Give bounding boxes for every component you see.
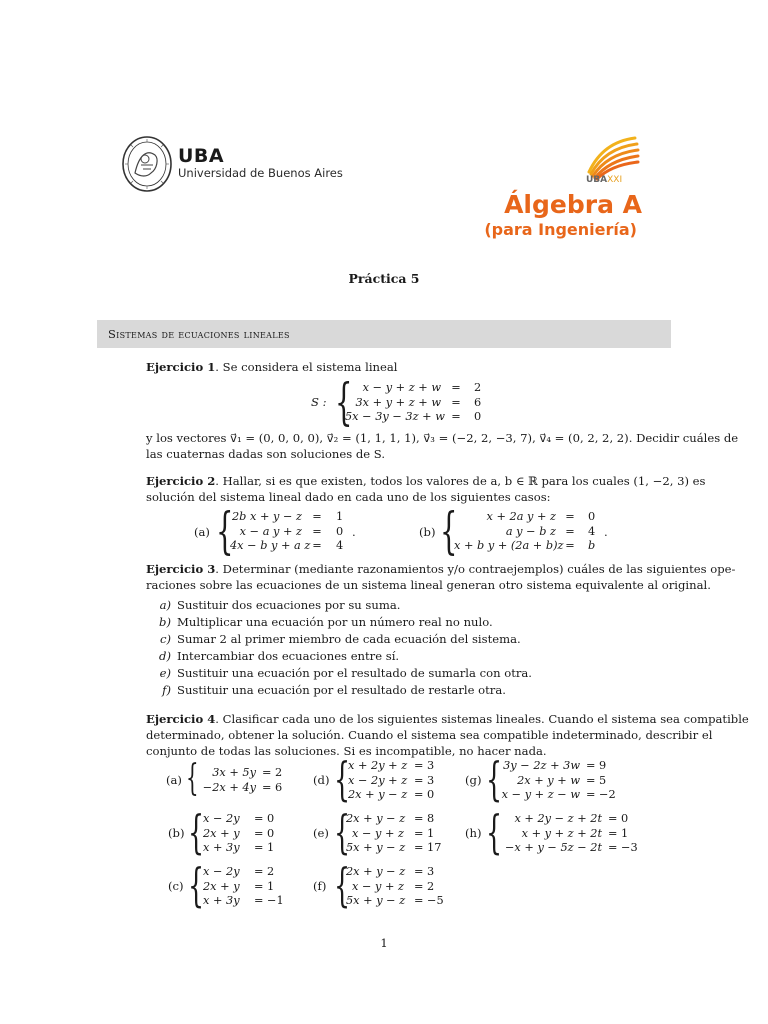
ej4-b-lhs: x − 2y 2x + y x + 3y bbox=[203, 812, 240, 854]
ej4-h-brace: { bbox=[486, 805, 503, 859]
ej4-e-label: (e) bbox=[313, 826, 329, 840]
page-number: 1 bbox=[380, 936, 388, 950]
ej4-g-lhs: 3y − 2z + 3w 2x + y + w x − y + z − w bbox=[501, 759, 580, 801]
ej2-a-equals: = = = bbox=[312, 510, 322, 552]
section-header bbox=[97, 320, 671, 348]
ej4-a-rhs: = 2 = 6 bbox=[262, 766, 283, 794]
ej1-question-line: las cuaternas dadas son soluciones de S. bbox=[146, 447, 386, 461]
ej2-intro-line1: Ejercicio 2. Hallar, si es que existen, todos los valores de a, b ∈ ℝ para los cuales (1, −2, 3) es bbox=[146, 474, 706, 488]
ej1-system-name: S : bbox=[311, 395, 327, 409]
ej3-item-c: c) Sumar 2 al primer miembro de cada ecuación del sistema. bbox=[159, 632, 521, 646]
ej4-c-label: (c) bbox=[168, 879, 184, 893]
ej4-c-rhs: = 2 = 1 = −1 bbox=[254, 865, 284, 907]
ej2-a-rhs: 1 0 4 bbox=[336, 510, 344, 552]
course-title: Álgebra A bbox=[504, 190, 642, 219]
ej2-b-rhs: 0 4 b bbox=[588, 510, 596, 552]
ej2-b-dot: . bbox=[604, 525, 608, 539]
uba-logo bbox=[121, 135, 343, 197]
ej1-vectors-line: y los vectores v⃗₁ = (0, 0, 0, 0), v⃗₂ = (1, 1, 1, 1), v⃗₃ = (−2, 2, −3, 7), v⃗₄ = (0, 2, 2, 2). Decidir cuáles de bbox=[146, 431, 739, 445]
ej3-item-f: f) Sustituir una ecuación por el resultado de restarle otra. bbox=[162, 683, 506, 697]
ej1-lhs: x − y + z + w 3x + y + z + w 5x − 3y − 3z + w bbox=[345, 381, 445, 423]
ej4-intro-line2: determinado, obtener la solución. Cuando el sistema sea compatible indeterminado, describir el bbox=[146, 728, 713, 742]
ej2-a-brace: { bbox=[216, 502, 234, 560]
ej3-intro-line2: raciones sobre las ecuaciones de un sistema lineal generan otro sistema equivalente al original. bbox=[146, 578, 711, 592]
ej4-f-brace: { bbox=[334, 858, 351, 912]
ej2-b-label: (b) bbox=[419, 525, 436, 539]
ej2-b-equals: = = = bbox=[565, 510, 575, 552]
ej2-a-dot: . bbox=[352, 525, 356, 539]
ej4-f-label: (f) bbox=[313, 879, 327, 893]
ej4-f-lhs: 2x + y − z x − y + z 5x + y − z bbox=[346, 865, 406, 907]
ej4-d-brace: { bbox=[334, 752, 351, 806]
ej2-a-lhs: 2b x + y − z x − a y + z 4x − b y + a z bbox=[230, 510, 311, 552]
ej4-g-rhs: = 9 = 5 = −2 bbox=[586, 759, 616, 801]
ej4-c-lhs: x − 2y 2x + y x + 3y bbox=[203, 865, 240, 907]
ej2-a-label: (a) bbox=[194, 525, 210, 539]
ej1-intro: Ejercicio 1. Se considera el sistema lineal bbox=[146, 360, 398, 374]
ej3-item-b: b) Multiplicar una ecuación por un número real no nulo. bbox=[159, 615, 493, 629]
ej1-brace: { bbox=[335, 373, 353, 431]
ej4-intro-line3: conjunto de todas las soluciones. Si es incompatible, no hacer nada. bbox=[146, 744, 547, 758]
ej3-intro-line1: Ejercicio 3. Determinar (mediante razonamientos y/o contraejemplos) cuáles de las siguientes ope- bbox=[146, 562, 736, 576]
ubaxxi-wordmark: UBAXXI bbox=[586, 175, 623, 185]
ej4-d-rhs: = 3 = 3 = 0 bbox=[414, 759, 435, 801]
ej4-h-lhs: x + 2y − z + 2t x + y + z + 2t −x + y − 5z − 2t bbox=[504, 812, 602, 854]
ej4-e-brace: { bbox=[334, 805, 351, 859]
ej4-f-rhs: = 3 = 2 = −5 bbox=[414, 865, 444, 907]
ej4-a-brace: { bbox=[186, 758, 199, 799]
uba-seal-icon bbox=[121, 135, 173, 193]
ej1-equals: = = = bbox=[451, 381, 461, 423]
ej4-b-rhs: = 0 = 0 = 1 bbox=[254, 812, 275, 854]
ej4-c-brace: { bbox=[188, 858, 205, 912]
course-subtitle: (para Ingeniería) bbox=[484, 220, 637, 239]
ej4-g-label: (g) bbox=[465, 773, 482, 787]
ej4-g-brace: { bbox=[486, 752, 503, 806]
ej4-h-label: (h) bbox=[465, 826, 482, 840]
ej1-rhs: 2 6 0 bbox=[474, 381, 482, 423]
university-short-name: UBA bbox=[178, 145, 225, 167]
university-full-name: Universidad de Buenos Aires bbox=[178, 166, 343, 180]
ej3-item-e: e) Sustituir una ecuación por el resultado de sumarla con otra. bbox=[159, 666, 532, 680]
ej4-b-brace: { bbox=[188, 805, 205, 859]
ej3-item-d: d) Intercambiar dos ecuaciones entre sí. bbox=[159, 649, 400, 663]
section-title: Sistemas de ecuaciones lineales bbox=[108, 327, 290, 341]
ej4-h-rhs: = 0 = 1 = −3 bbox=[608, 812, 638, 854]
ej4-a-lhs: 3x + 5y −2x + 4y bbox=[202, 766, 256, 794]
ej4-d-lhs: x + 2y + z x − 2y + z 2x + y − z bbox=[348, 759, 408, 801]
practice-title: Práctica 5 bbox=[348, 271, 420, 286]
ej4-e-lhs: 2x + y − z x − y + z 5x + y − z bbox=[346, 812, 406, 854]
ej3-item-a: a) Sustituir dos ecuaciones por su suma. bbox=[159, 598, 401, 612]
ej4-d-label: (d) bbox=[313, 773, 330, 787]
ej4-b-label: (b) bbox=[168, 826, 185, 840]
ej2-intro-line2: solución del sistema lineal dado en cada uno de los siguientes casos: bbox=[146, 490, 551, 504]
ej4-e-rhs: = 8 = 1 = 17 bbox=[414, 812, 442, 854]
ej4-a-label: (a) bbox=[166, 773, 182, 787]
ej2-b-brace: { bbox=[440, 502, 458, 560]
ej2-b-lhs: x + 2a y + z a y − b z x + b y + (2a + b)z bbox=[454, 510, 564, 552]
ej4-intro-line1: Ejercicio 4. Clasificar cada uno de los siguientes sistemas lineales. Cuando el sistema sea compatible bbox=[146, 712, 749, 726]
